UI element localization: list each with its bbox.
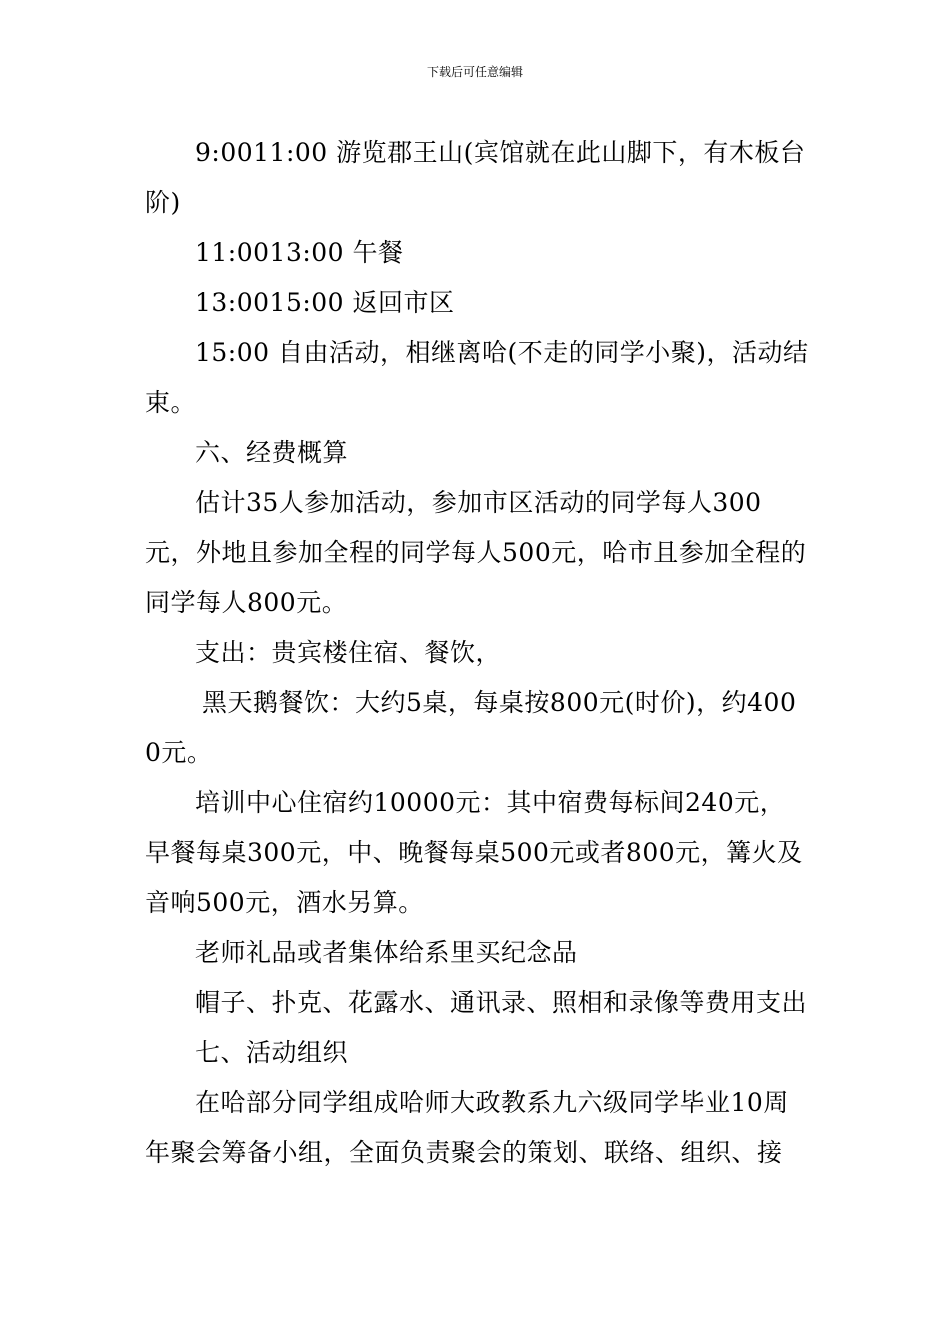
paragraph-schedule-1500: 15:00 自由活动，相继离哈(不走的同学小聚)，活动结束。 bbox=[145, 338, 809, 417]
section-heading-budget: 六、经费概算 bbox=[195, 438, 349, 467]
paragraph-schedule-1100: 11:0013:00 午餐 bbox=[195, 238, 404, 267]
document-body bbox=[145, 128, 810, 1178]
paragraph-budget-estimate: 估计35人参加活动，参加市区活动的同学每人300元，外地且参加全程的同学每人500元，哈市且参加全程的同学每人800元。 bbox=[145, 488, 807, 617]
paragraph-misc-costs: 帽子、扑克、花露水、通讯录、照相和录像等费用支出 bbox=[195, 988, 808, 1017]
section-heading-organization: 七、活动组织 bbox=[195, 1038, 349, 1067]
paragraph-schedule-1300: 13:0015:00 返回市区 bbox=[195, 288, 455, 317]
paragraph-teacher-gifts: 老师礼品或者集体给系里买纪念品 bbox=[195, 938, 578, 967]
paragraph-training-center: 培训中心住宿约10000元：其中宿费每标间240元，早餐每桌300元，中、晚餐每桌500元或者800元，篝火及音响500元，酒水另算。 bbox=[145, 788, 803, 917]
paragraph-black-swan-dining: 黑天鹅餐饮：大约5桌，每桌按800元(时价)，约4000元。 bbox=[145, 688, 797, 767]
page-header: 下载后可任意编辑 bbox=[426, 65, 523, 79]
paragraph-schedule-0900: 9:0011:00 游览郡王山(宾馆就在此山脚下，有木板台阶) bbox=[145, 138, 806, 217]
paragraph-organization: 在哈部分同学组成哈师大政教系九六级同学毕业10周年聚会筹备小组，全面负责聚会的策划、联络、组织、接 bbox=[145, 1088, 789, 1167]
paragraph-expenses: 支出：贵宾楼住宿、餐饮， bbox=[195, 638, 502, 667]
